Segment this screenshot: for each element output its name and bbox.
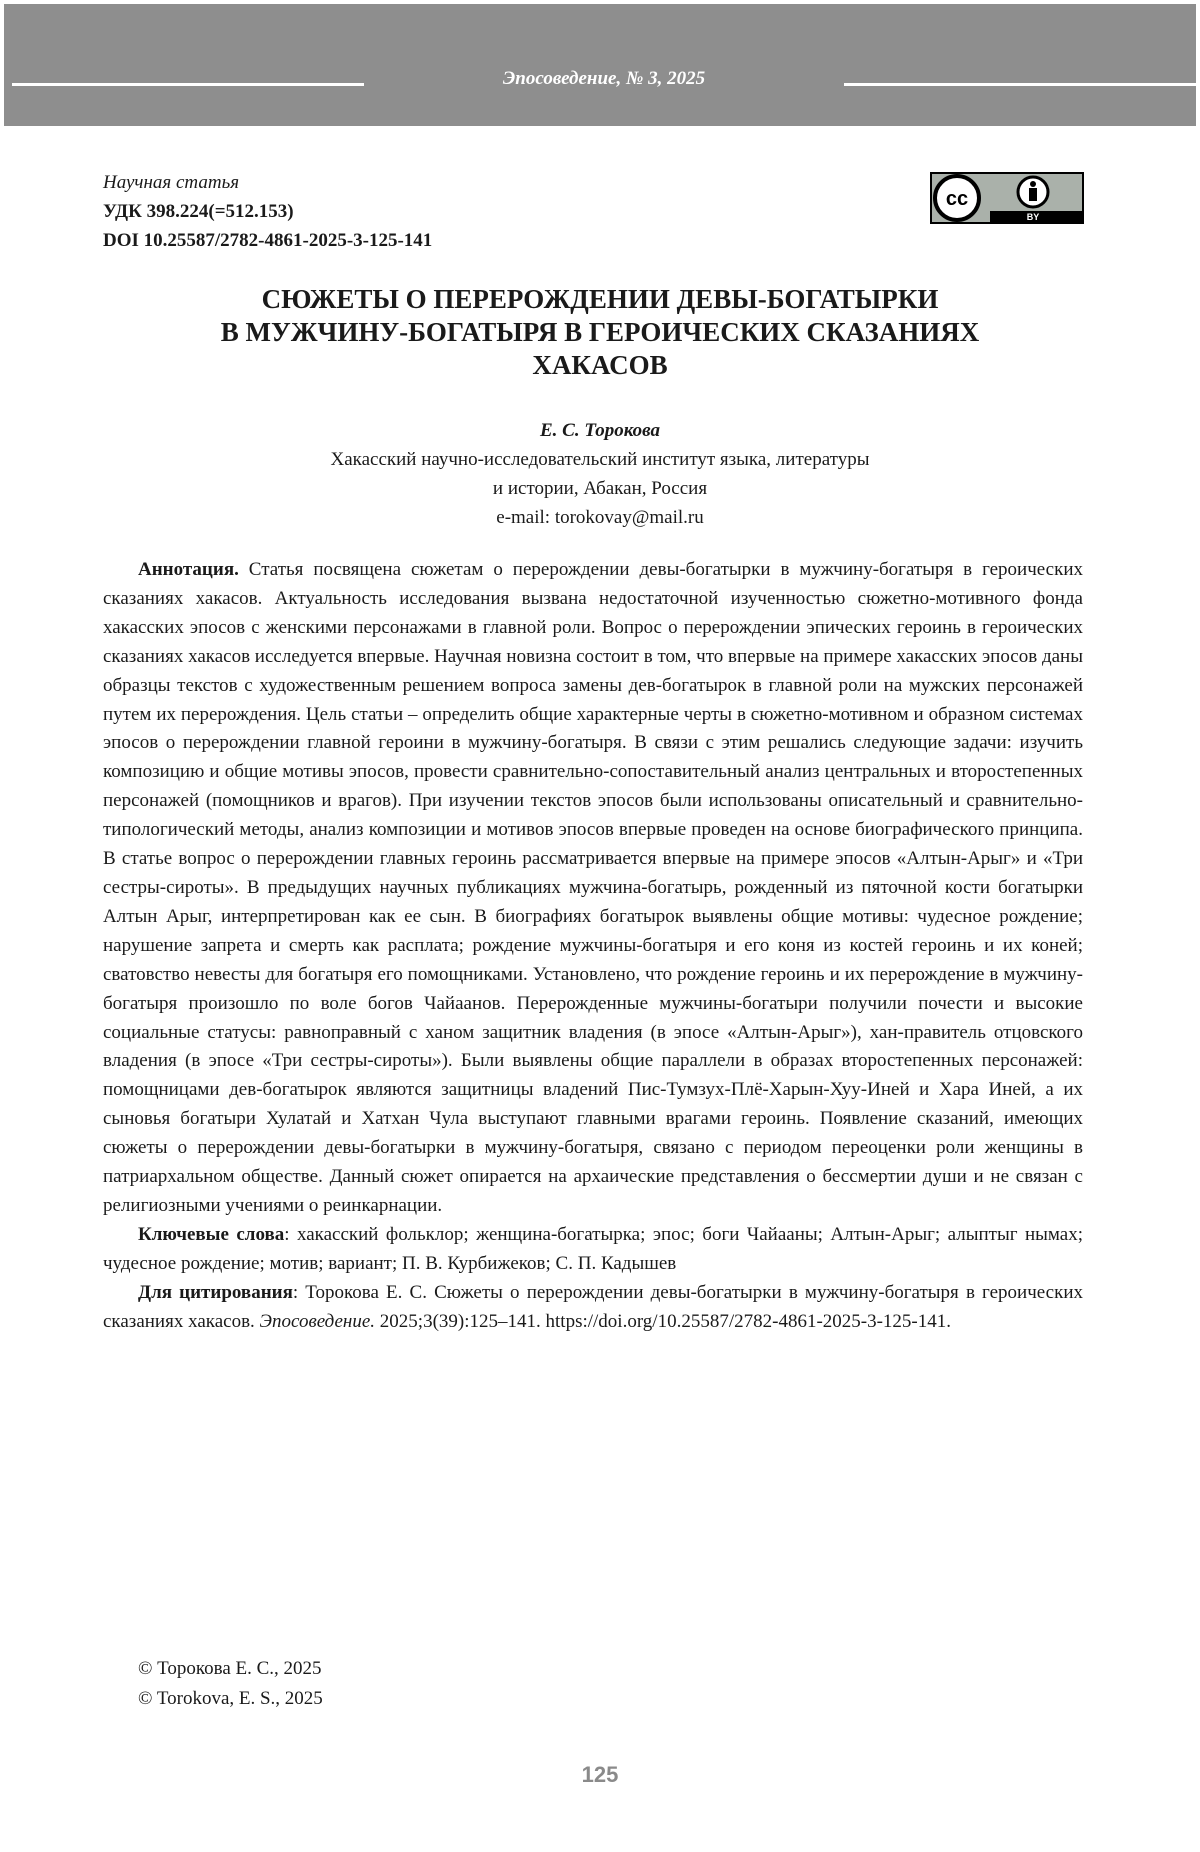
journal-running-title: Эпосоведение, № 3, 2025 [502, 68, 706, 89]
affiliation-line: и истории, Абакан, Россия [492, 478, 708, 499]
article-type: Научная статья [103, 172, 240, 193]
journal-header-band [4, 4, 1196, 126]
abstract-paragraph [103, 556, 1083, 1221]
cc-by-license-icon[interactable] [930, 172, 1084, 224]
abstract-label: Аннотация. [138, 559, 239, 580]
header-divider-right [844, 83, 1196, 86]
affiliation-line: Хакасский научно-исследовательский институт языка, литературы [330, 449, 870, 470]
keywords-label: Ключевые слова [138, 1223, 285, 1245]
citation-label: Для цитирования [138, 1281, 293, 1303]
title-line: СЮЖЕТЫ О ПЕРЕРОЖДЕНИИ ДЕВЫ-БОГАТЫРКИ [261, 284, 939, 314]
by-label: BY [1026, 212, 1040, 222]
title-line: В МУЖЧИНУ-БОГАТЫРЯ В ГЕРОИЧЕСКИХ СКАЗАНИЯХ [220, 317, 980, 347]
abstract-text: Статья посвящена сюжетам о перерождении девы-богатырки в мужчину-богатыря в героических сказаниях хакасов. Актуальность исследования вызвана недостаточной изученностью сюжетно-мотивного фонда хакасских эпосов с женскими персонажами в главной роли. Вопрос о перерождении эпических героинь в героических сказаниях хакасов исследуется впервые. Научная новизна состоит в том, что впервые на примере хакасских эпосов даны образцы текстов с художественным решением вопроса замены дев-богатырок в главной роли на мужских персонажей путем их перерождения. Цель статьи – определить общие характерные черты в сюжетно-мотивном и образном системах эпосов о перерождении главной героини в мужчину-богатыря. В связи с этим решались следующие задачи: изучить композицию и общие мотивы эпосов, провести сравнительно-сопоставительный анализ центральных и второстепенных персонажей (помощников и врагов). При изучении текстов эпосов были использованы описательный и сравнительно-типологический методы, анализ композиции и мотивов эпосов впервые проведен на основе биографического принципа. В статье вопрос о перерождении главных героинь рассматривается впервые на примере эпосов «Алтын-Арыг» и «Три сестры-сироты». В предыдущих научных публикациях мужчина-богатырь, рожденный из пяточной кости богатырки Алтын Арыг, интерпретирован как ее сын. В биографиях богатырок выявлены общие мотивы: чудесное рождение; нарушение запрета и смерть как расплата; рождение мужчины-богатыря и его коня из костей героинь и их коней; сватовство невесты для богатыря его помощниками. Установлено, что рождение героинь и их перерождение в мужчину-богатыря произошло по воле богов Чайаанов. Перерожденные мужчины-богатыри получили почести и высокие социальные статусы: равноправный с ханом защитник владения (в эпосе «Алтын-Арыг»), хан-правитель отцовского владения (в эпосе «Три сестры-сироты»). Были выявлены общие параллели в образах второстепенных персонажей: помощницами дев-богатырок являются защитницы владений Пис-Тумзух-Плё-Харын-Хуу-Иней и Хара Иней, а их сыновья богатыри Хулатай и Хатхан Чула выступают главными врагами героинь. Появление сказаний, имеющих сюжеты о перерождении девы-богатырки в мужчину-богатыря, связано с периодом переоценки роли женщины в патриархальном обществе. Данный сюжет опирается на архаические представления о бессмертии души и не связан с религиозными учениями о реинкарнации. [103, 559, 1084, 1216]
keywords-text: : хакасский фольклор; женщина-богатырка; эпос; боги Чайааны; Алтын-Арыг; алыптыг нымах; чудесное рождение; мотив; вариант; П. В. Курбижеков; С. П. Кадышев [103, 1223, 1083, 1274]
copyright-line: © Торокова Е. С., 2025 [138, 1658, 322, 1679]
header-divider-left [12, 83, 364, 86]
udk-code: УДК 398.224(=512.153) [103, 201, 294, 222]
copyright-line: © Torokova, E. S., 2025 [138, 1688, 323, 1709]
article-front-matter [103, 556, 1083, 1336]
article-title [100, 283, 1100, 382]
title-line: ХАКАСОВ [532, 350, 668, 380]
cc-label: cc [945, 188, 969, 210]
author-email[interactable]: e-mail: torokovay@mail.ru [496, 507, 704, 528]
keywords-paragraph [103, 1221, 1083, 1279]
copyright-block [138, 1654, 323, 1714]
article-meta [103, 168, 432, 255]
author-name: Е. С. Торокова [539, 420, 661, 441]
citation-paragraph [103, 1279, 1083, 1337]
by-person-icon [1030, 181, 1036, 187]
author-block [100, 416, 1100, 532]
citation-text: : Торокова Е. С. Сюжеты о перерождении девы-богатырки в мужчину-богатыря в героических сказаниях хакасов. [103, 1281, 1083, 1332]
citation-details[interactable]: 2025;3(39):125–141. https://doi.org/10.25587/2782-4861-2025-3-125-141. [375, 1310, 952, 1332]
citation-journal: Эпосоведение. [259, 1310, 376, 1332]
page-number: 125 [581, 1762, 619, 1787]
doi-code: DOI 10.25587/2782-4861-2025-3-125-141 [103, 230, 433, 251]
